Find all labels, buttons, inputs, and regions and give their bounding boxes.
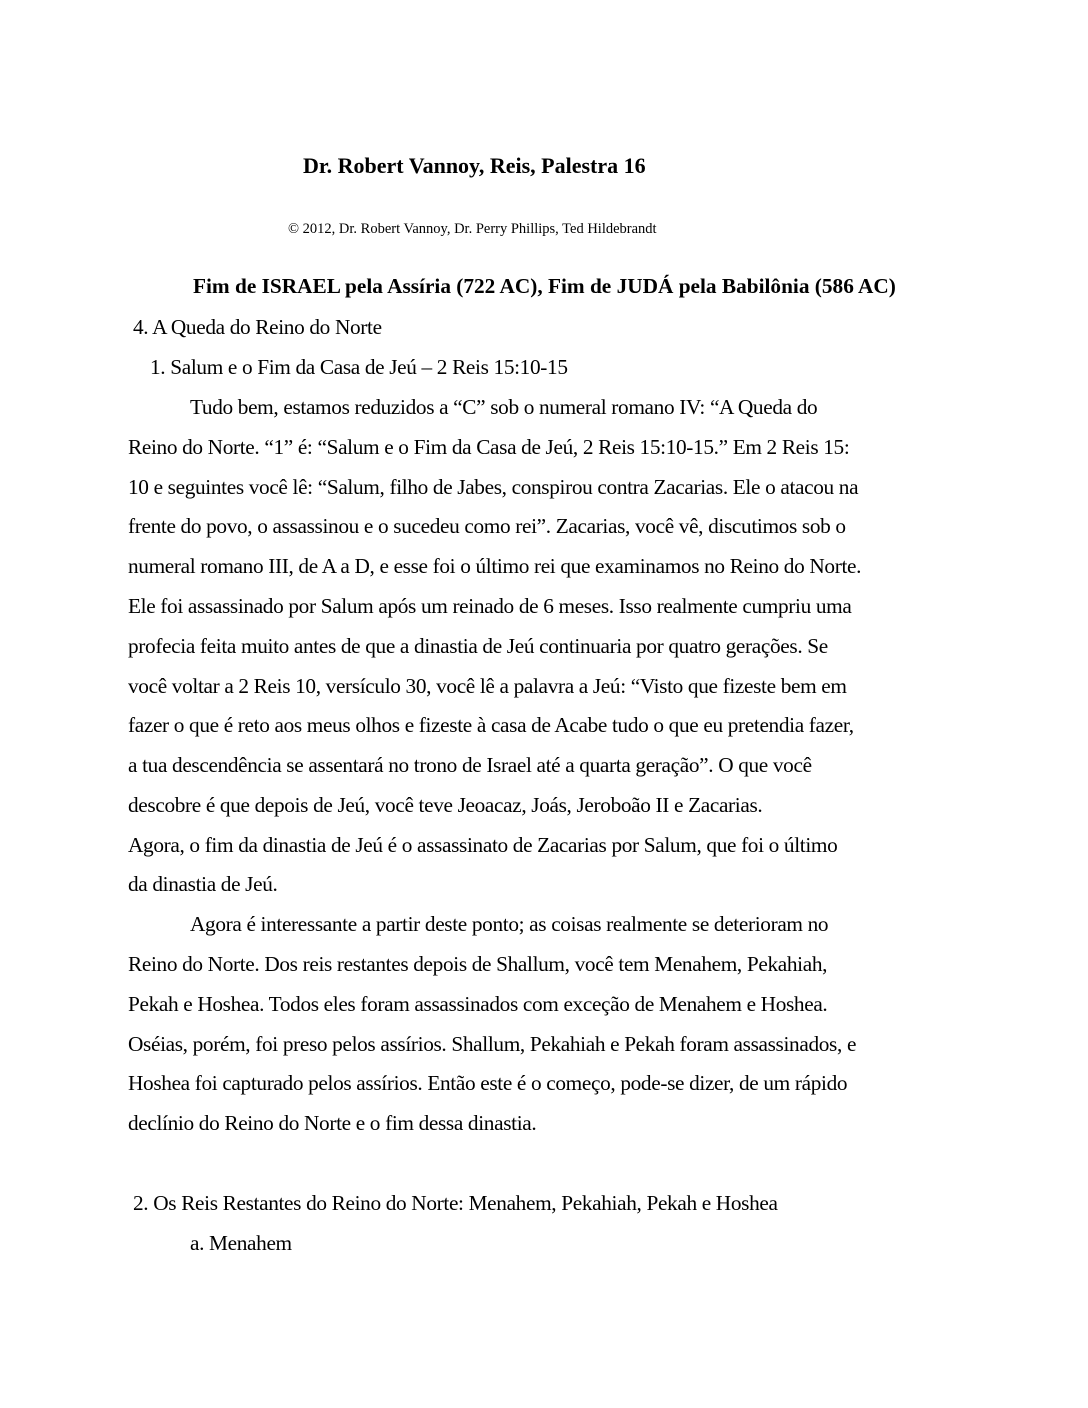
section-heading-2a: a. Menahem — [190, 1231, 292, 1255]
paragraph-1-line: Agora, o fim da dinastia de Jeú é o assassinato de Zacarias por Salum, que foi o último — [128, 833, 838, 857]
paragraph-1-line: profecia feita muito antes de que a dinastia de Jeú continuaria por quatro gerações. Se — [128, 634, 828, 658]
paragraph-1-line: Ele foi assassinado por Salum após um reinado de 6 meses. Isso realmente cumpriu uma — [128, 594, 852, 618]
paragraph-1-line: frente do povo, o assassinou e o sucedeu como rei”. Zacarias, você vê, discutimos sob o — [128, 514, 846, 538]
paragraph-1-line: você voltar a 2 Reis 10, versículo 30, você lê a palavra a Jeú: “Visto que fizeste bem em — [128, 674, 847, 698]
section-heading-2: 2. Os Reis Restantes do Reino do Norte: Menahem, Pekahiah, Pekah e Hoshea — [133, 1191, 778, 1215]
paragraph-1-line: a tua descendência se assentará no trono de Israel até a quarta geração”. O que você — [128, 753, 812, 777]
paragraph-1-line: descobre é que depois de Jeú, você teve Jeoacaz, Joás, Jeroboão II e Zacarias. — [128, 793, 763, 817]
lecture-subtitle: Fim de ISRAEL pela Assíria (722 AC), Fim de JUDÁ pela Babilônia (586 AC) — [193, 274, 896, 298]
section-heading-iv: 4. A Queda do Reino do Norte — [133, 315, 382, 339]
paragraph-2-line: Agora é interessante a partir deste ponto; as coisas realmente se deterioram no — [190, 912, 829, 936]
copyright-notice: © 2012, Dr. Robert Vannoy, Dr. Perry Phillips, Ted Hildebrandt — [288, 221, 657, 237]
paragraph-1-line: Reino do Norte. “1” é: “Salum e o Fim da Casa de Jeú, 2 Reis 15:10-15.” Em 2 Reis 15: — [128, 435, 850, 459]
paragraph-2-line: declínio do Reino do Norte e o fim dessa dinastia. — [128, 1111, 537, 1135]
paragraph-2-line: Pekah e Hoshea. Todos eles foram assassinados com exceção de Menahem e Hoshea. — [128, 992, 828, 1016]
paragraph-1-line: da dinastia de Jeú. — [128, 872, 278, 896]
paragraph-1-line: fazer o que é reto aos meus olhos e fizeste à casa de Acabe tudo o que eu pretendia fazer, — [128, 713, 854, 737]
paragraph-1-line: 10 e seguintes você lê: “Salum, filho de Jabes, conspirou contra Zacarias. Ele o atacou na — [128, 475, 859, 499]
paragraph-2-line: Hoshea foi capturado pelos assírios. Então este é o começo, pode-se dizer, de um rápido — [128, 1071, 848, 1095]
paragraph-1-line: Tudo bem, estamos reduzidos a “C” sob o numeral romano IV: “A Queda do — [190, 395, 818, 419]
section-heading-1: 1. Salum e o Fim da Casa de Jeú – 2 Reis 15:10-15 — [150, 355, 568, 379]
paragraph-1-line: numeral romano III, de A a D, e esse foi o último rei que examinamos no Reino do Norte. — [128, 554, 862, 578]
paragraph-2-line: Oséias, porém, foi preso pelos assírios. Shallum, Pekahiah e Pekah foram assassinados, e — [128, 1032, 857, 1056]
page-title: Dr. Robert Vannoy, Reis, Palestra 16 — [303, 153, 646, 178]
paragraph-2-line: Reino do Norte. Dos reis restantes depois de Shallum, você tem Menahem, Pekahiah, — [128, 952, 828, 976]
